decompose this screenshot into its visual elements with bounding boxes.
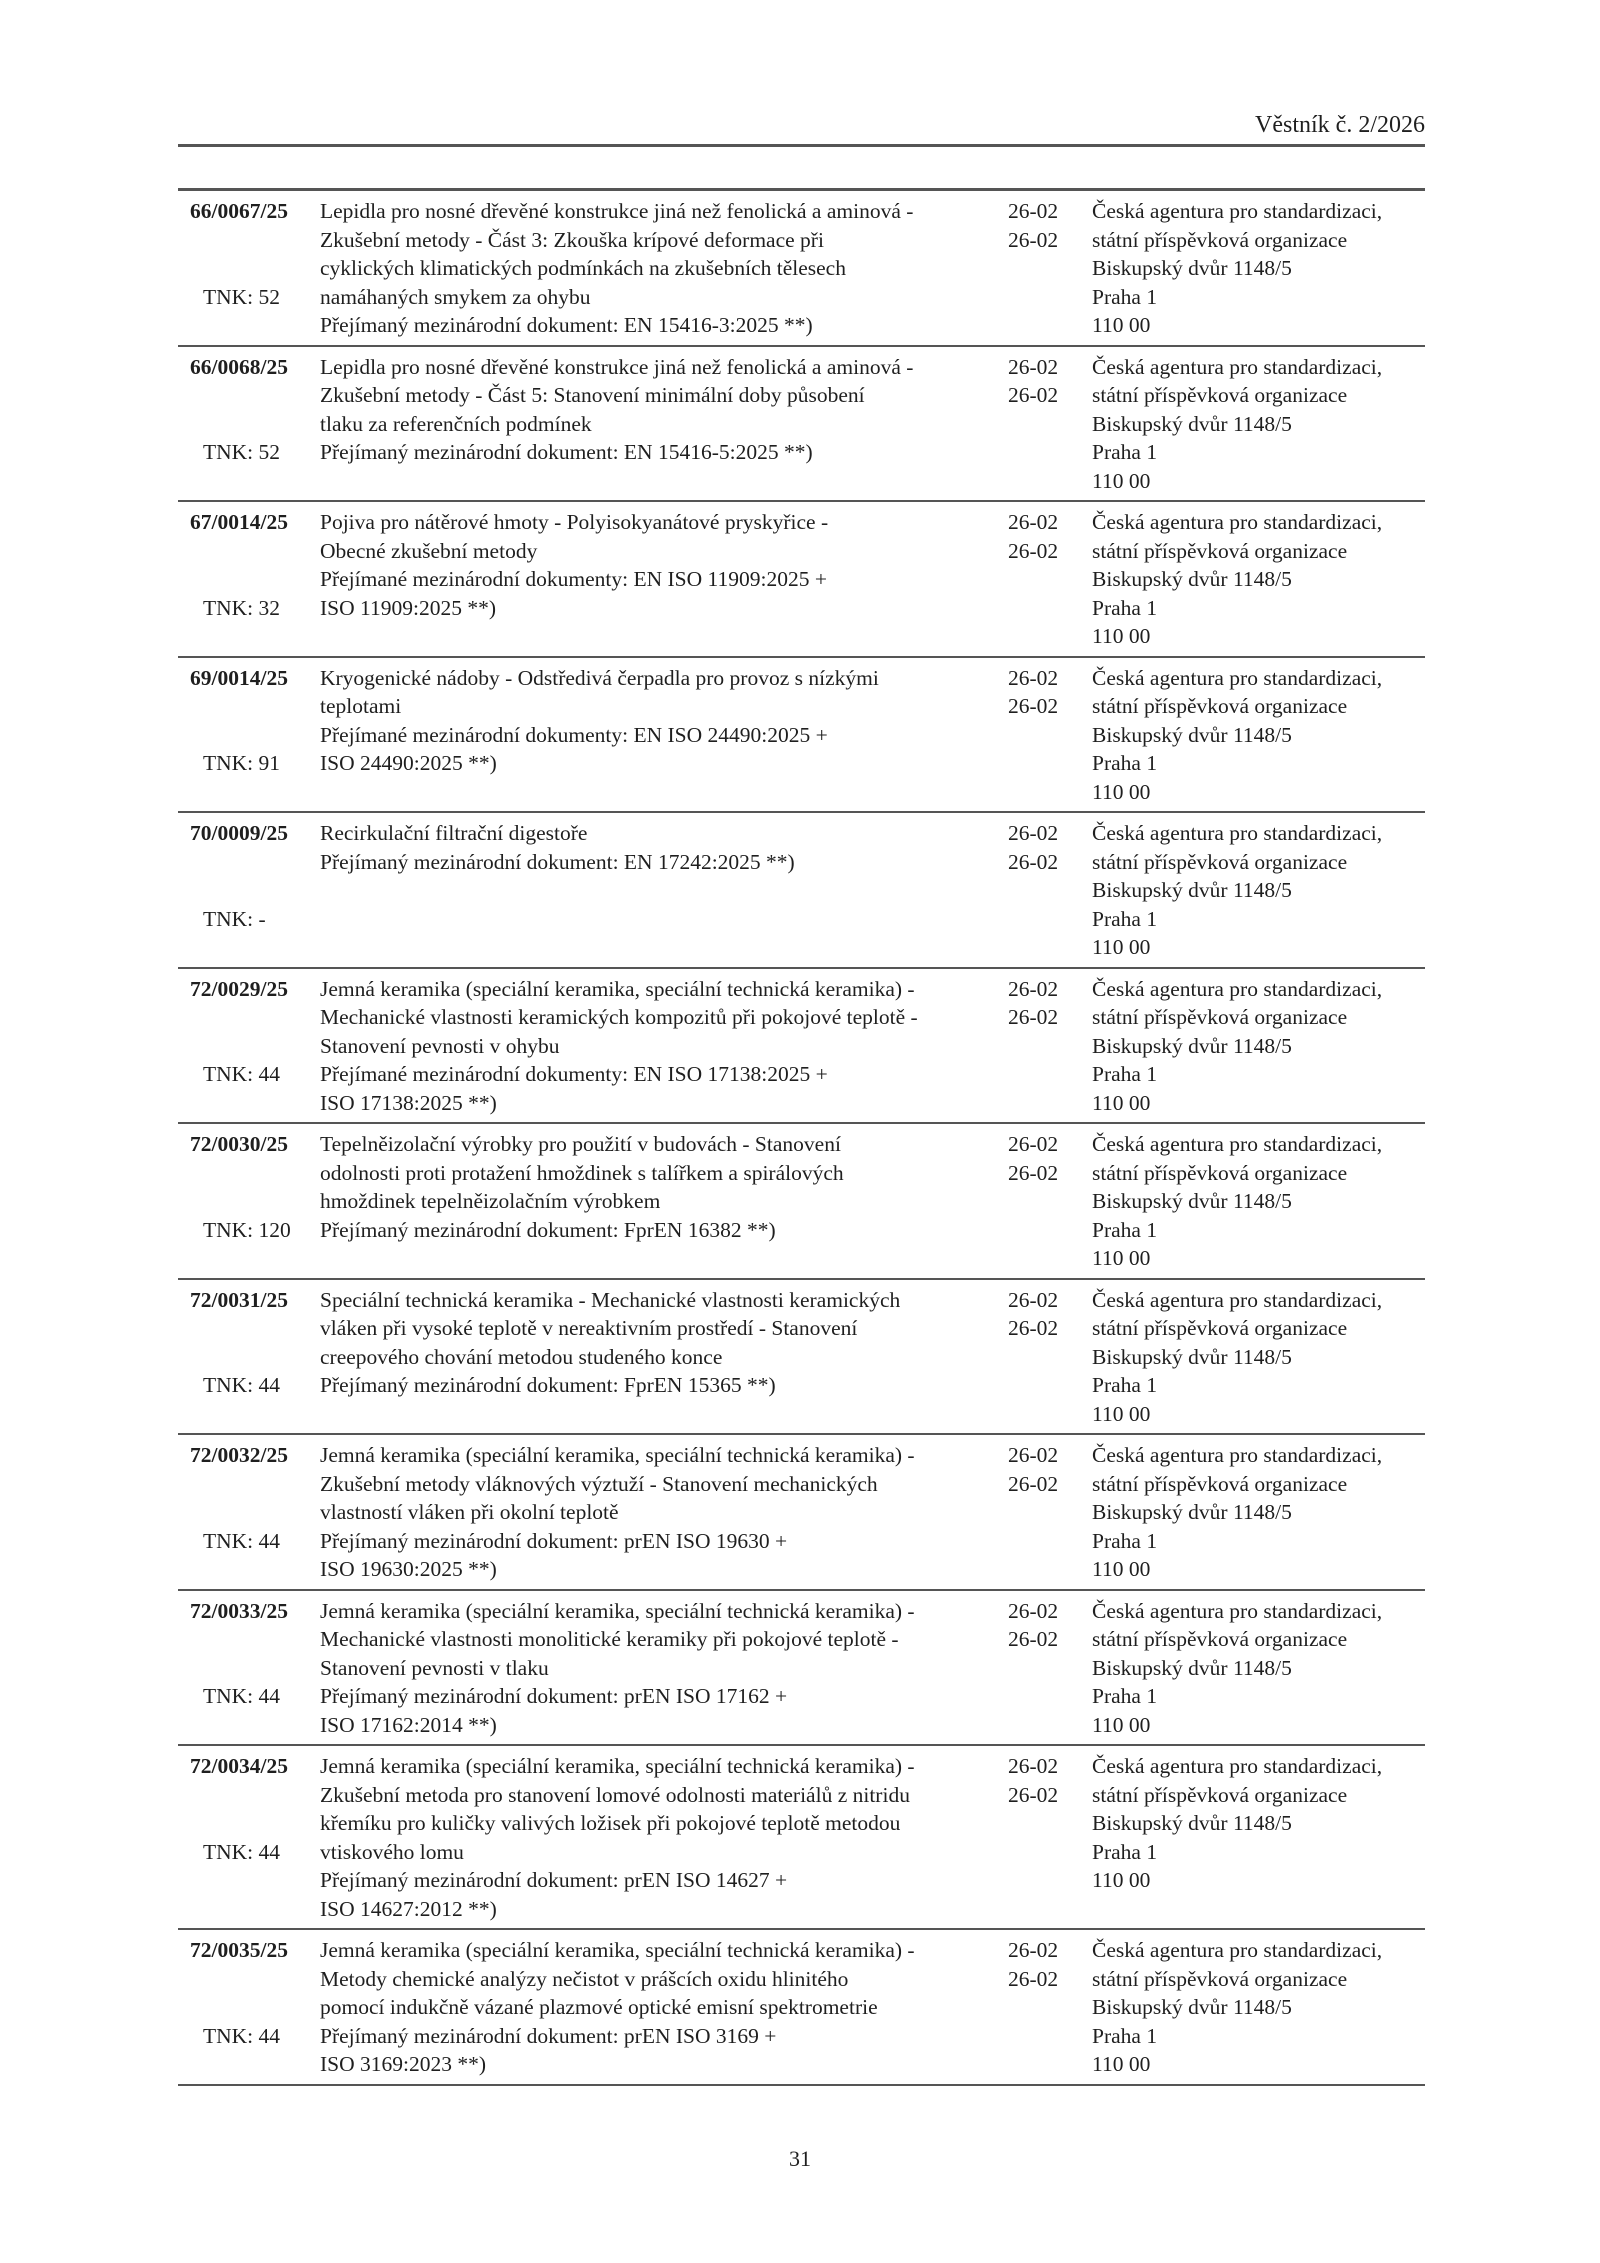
row-agency-line: Biskupský dvůr 1148/5 — [1092, 1500, 1292, 1524]
row-agency-line: 110 00 — [1092, 1557, 1151, 1581]
row-desc-line: Přejímaný mezinárodní dokument: prEN ISO 14627 + — [320, 1868, 788, 1892]
row-date: 26-02 — [1008, 227, 1059, 252]
row-date: 26-02 — [1008, 1132, 1059, 1156]
standards-table — [178, 188, 1425, 2086]
row-desc-line: Přejímaný mezinárodní dokument: EN 15416-3:2025 **) — [320, 313, 813, 337]
row-agency-line: Praha 1 — [1092, 1528, 1158, 1553]
row-id: 67/0014/25 — [190, 510, 288, 534]
table-row — [178, 1280, 1425, 1436]
row-agency-line: Česká agentura pro standardizaci, — [1092, 1132, 1383, 1156]
row-desc-line: tlaku za referenčních podmínek — [320, 411, 592, 436]
row-description — [320, 1441, 1008, 1584]
row-desc-line: ISO 17162:2014 **) — [320, 1712, 497, 1737]
row-tnk: TNK: 52 — [203, 284, 281, 309]
row-id: 72/0030/25 — [190, 1132, 288, 1156]
table-row — [178, 969, 1425, 1125]
row-id-cell — [178, 819, 320, 962]
row-tnk: TNK: 44 — [203, 2023, 281, 2048]
row-desc-line: Stanovení pevnosti v ohybu — [320, 1033, 560, 1058]
table-row — [178, 1930, 1425, 2086]
row-id: 66/0068/25 — [190, 354, 288, 379]
row-date: 26-02 — [1008, 821, 1059, 845]
row-agency — [1092, 975, 1425, 1118]
row-agency-line: Biskupský dvůr 1148/5 — [1092, 256, 1292, 280]
table-row — [178, 347, 1425, 503]
table-row — [178, 502, 1425, 658]
row-agency-line: Biskupský dvůr 1148/5 — [1092, 878, 1292, 902]
row-agency — [1092, 664, 1425, 807]
row-agency-line: Praha 1 — [1092, 595, 1158, 620]
table-row — [178, 813, 1425, 969]
table-row — [178, 191, 1425, 347]
row-agency-line: Biskupský dvůr 1148/5 — [1092, 722, 1292, 747]
row-desc-line: Přejímané mezinárodní dokumenty: EN ISO 17138:2025 + — [320, 1062, 828, 1086]
row-id-cell — [178, 1286, 320, 1429]
row-description — [320, 353, 1008, 496]
row-agency-line: Česká agentura pro standardizaci, — [1092, 510, 1383, 534]
table-row — [178, 1124, 1425, 1280]
row-agency-line: státní příspěvková organizace — [1092, 227, 1348, 252]
row-agency-line: 110 00 — [1092, 779, 1151, 804]
row-agency-line: Česká agentura pro standardizaci, — [1092, 1598, 1383, 1623]
row-agency-line: Praha 1 — [1092, 1839, 1158, 1864]
row-id: 66/0067/25 — [190, 199, 288, 223]
row-agency — [1092, 1130, 1425, 1273]
row-desc-line: Přejímaný mezinárodní dokument: prEN ISO 19630 + — [320, 1528, 788, 1553]
row-agency — [1092, 819, 1425, 962]
row-desc-line: Stanovení pevnosti v tlaku — [320, 1655, 549, 1680]
row-desc-line: Metody chemické analýzy nečistot v prášcích oxidu hlinitého — [320, 1966, 849, 1991]
row-date: 26-02 — [1008, 538, 1059, 563]
row-agency-line: Biskupský dvůr 1148/5 — [1092, 1655, 1292, 1680]
row-agency-line: Česká agentura pro standardizaci, — [1092, 1287, 1383, 1312]
row-agency-line: Biskupský dvůr 1148/5 — [1092, 1344, 1292, 1369]
row-dates — [1008, 353, 1092, 496]
row-id-cell — [178, 1752, 320, 1923]
row-desc-line: vtiskového lomu — [320, 1839, 464, 1864]
row-desc-line: Přejímaný mezinárodní dokument: EN 17242:2025 **) — [320, 849, 795, 874]
row-agency-line: státní příspěvková organizace — [1092, 1966, 1348, 1991]
row-desc-line: ISO 24490:2025 **) — [320, 751, 497, 775]
row-desc-line: Přejímaný mezinárodní dokument: prEN ISO 17162 + — [320, 1684, 788, 1708]
row-date: 26-02 — [1008, 1782, 1059, 1807]
row-agency-line: Praha 1 — [1092, 1062, 1158, 1086]
row-desc-line: odolnosti proti protažení hmoždinek s talířkem a spirálových — [320, 1160, 844, 1185]
table-row — [178, 658, 1425, 814]
row-description — [320, 197, 1008, 340]
row-agency-line: Praha 1 — [1092, 751, 1158, 775]
row-id-cell — [178, 664, 320, 807]
row-desc-line: Přejímaný mezinárodní dokument: EN 15416-5:2025 **) — [320, 440, 813, 464]
row-agency-line: státní příspěvková organizace — [1092, 538, 1348, 563]
row-desc-line: Jemná keramika (speciální keramika, speciální technická keramika) - — [320, 1598, 915, 1623]
row-date: 26-02 — [1008, 354, 1059, 379]
row-desc-line: Jemná keramika (speciální keramika, speciální technická keramika) - — [320, 1938, 915, 1962]
row-id: 72/0033/25 — [190, 1598, 288, 1623]
row-desc-line: Přejímaný mezinárodní dokument: FprEN 16382 **) — [320, 1217, 776, 1242]
row-desc-line: cyklických klimatických podmínkách na zkušebních tělesech — [320, 256, 846, 280]
row-desc-line: Jemná keramika (speciální keramika, speciální technická keramika) - — [320, 1754, 915, 1778]
row-description — [320, 664, 1008, 807]
row-agency — [1092, 1936, 1425, 2079]
row-agency-line: Česká agentura pro standardizaci, — [1092, 976, 1383, 1001]
row-agency-line: Česká agentura pro standardizaci, — [1092, 1443, 1383, 1467]
row-desc-line: ISO 17138:2025 **) — [320, 1090, 497, 1115]
row-id-cell — [178, 197, 320, 340]
row-agency-line: Praha 1 — [1092, 1217, 1158, 1242]
row-dates — [1008, 975, 1092, 1118]
row-date: 26-02 — [1008, 1754, 1059, 1778]
row-agency — [1092, 1752, 1425, 1923]
row-date: 26-02 — [1008, 1966, 1059, 1991]
row-id: 72/0034/25 — [190, 1754, 288, 1778]
row-tnk: TNK: 52 — [203, 440, 281, 464]
row-description — [320, 819, 1008, 962]
row-agency-line: Biskupský dvůr 1148/5 — [1092, 1189, 1292, 1213]
row-desc-line: creepového chování metodou studeného konce — [320, 1344, 723, 1369]
row-tnk: TNK: 32 — [203, 595, 281, 620]
row-desc-line: Přejímaný mezinárodní dokument: prEN ISO 3169 + — [320, 2023, 777, 2048]
row-agency-line: Česká agentura pro standardizaci, — [1092, 199, 1383, 223]
row-agency-line: 110 00 — [1092, 468, 1151, 493]
row-desc-line: Obecné zkušební metody — [320, 538, 538, 563]
row-id: 72/0029/25 — [190, 976, 288, 1001]
row-tnk: TNK: 44 — [203, 1062, 281, 1086]
row-desc-line: Kryogenické nádoby - Odstředivá čerpadla pro provoz s nízkými — [320, 665, 879, 690]
row-dates — [1008, 664, 1092, 807]
row-dates — [1008, 1441, 1092, 1584]
row-desc-line: ISO 14627:2012 **) — [320, 1896, 497, 1921]
row-desc-line: Zkušební metody - Část 3: Zkouška krípové deformace při — [320, 227, 824, 252]
row-tnk: TNK: 44 — [203, 1684, 281, 1708]
row-desc-line: Zkušební metody - Část 5: Stanovení minimální doby působení — [320, 383, 865, 407]
row-agency-line: Česká agentura pro standardizaci, — [1092, 821, 1383, 845]
row-agency-line: Biskupský dvůr 1148/5 — [1092, 567, 1292, 591]
row-tnk: TNK: 44 — [203, 1528, 281, 1553]
row-agency — [1092, 1286, 1425, 1429]
row-date: 26-02 — [1008, 510, 1059, 534]
row-agency-line: Praha 1 — [1092, 2023, 1158, 2048]
row-desc-line: Tepelněizolační výrobky pro použití v budovách - Stanovení — [320, 1132, 841, 1156]
row-id-cell — [178, 1597, 320, 1740]
row-desc-line: Jemná keramika (speciální keramika, speciální technická keramika) - — [320, 1443, 915, 1467]
row-dates — [1008, 508, 1092, 651]
row-agency-line: státní příspěvková organizace — [1092, 383, 1348, 407]
row-agency-line: státní příspěvková organizace — [1092, 1782, 1348, 1807]
row-date: 26-02 — [1008, 976, 1059, 1001]
page-number: 31 — [789, 2146, 811, 2171]
row-desc-line: křemíku pro kuličky valivých ložisek při pokojové teplotě metodou — [320, 1811, 901, 1835]
row-desc-line: Lepidla pro nosné dřevěné konstrukce jiná než fenolická a aminová - — [320, 354, 914, 379]
row-agency — [1092, 508, 1425, 651]
row-desc-line: Speciální technická keramika - Mechanické vlastnosti keramických — [320, 1287, 901, 1312]
row-date: 26-02 — [1008, 1160, 1059, 1185]
row-desc-line: Mechanické vlastnosti keramických kompozitů při pokojové teplotě - — [320, 1005, 918, 1029]
row-dates — [1008, 819, 1092, 962]
row-agency-line: Biskupský dvůr 1148/5 — [1092, 1811, 1292, 1835]
row-date: 26-02 — [1008, 849, 1059, 874]
row-agency-line: Biskupský dvůr 1148/5 — [1092, 411, 1292, 436]
row-id: 72/0031/25 — [190, 1287, 288, 1312]
row-description — [320, 1130, 1008, 1273]
table-row — [178, 1435, 1425, 1591]
row-agency-line: státní příspěvková organizace — [1092, 1160, 1348, 1185]
row-id-cell — [178, 1936, 320, 2079]
row-agency-line: 110 00 — [1092, 1090, 1151, 1115]
row-id-cell — [178, 1130, 320, 1273]
table-row — [178, 1591, 1425, 1747]
page-header-title: Věstník č. 2/2026 — [1255, 112, 1425, 138]
row-tnk: TNK: 120 — [203, 1217, 291, 1242]
row-dates — [1008, 197, 1092, 340]
row-agency-line: Česká agentura pro standardizaci, — [1092, 665, 1383, 690]
row-id: 72/0035/25 — [190, 1938, 288, 1962]
row-date: 26-02 — [1008, 1598, 1059, 1623]
row-agency-line: 110 00 — [1092, 313, 1151, 337]
row-date: 26-02 — [1008, 694, 1059, 718]
row-agency-line: Praha 1 — [1092, 284, 1158, 309]
row-id-cell — [178, 353, 320, 496]
row-agency-line: 110 00 — [1092, 2052, 1151, 2076]
row-description — [320, 1752, 1008, 1923]
row-agency-line: státní příspěvková organizace — [1092, 694, 1348, 718]
row-date: 26-02 — [1008, 383, 1059, 407]
row-description — [320, 1597, 1008, 1740]
row-id: 69/0014/25 — [190, 665, 288, 690]
row-tnk: TNK: - — [203, 906, 266, 931]
row-dates — [1008, 1286, 1092, 1429]
row-agency-line: státní příspěvková organizace — [1092, 1316, 1348, 1340]
row-agency-line: Česká agentura pro standardizaci, — [1092, 354, 1383, 379]
row-agency-line: 110 00 — [1092, 1712, 1151, 1737]
row-desc-line: Lepidla pro nosné dřevěné konstrukce jiná než fenolická a aminová - — [320, 199, 914, 223]
row-agency — [1092, 1441, 1425, 1584]
row-desc-line: Přejímané mezinárodní dokumenty: EN ISO 24490:2025 + — [320, 722, 828, 747]
row-agency-line: státní příspěvková organizace — [1092, 1471, 1348, 1496]
row-description — [320, 975, 1008, 1118]
row-agency-line: Praha 1 — [1092, 440, 1158, 464]
row-date: 26-02 — [1008, 665, 1059, 690]
row-date: 26-02 — [1008, 199, 1059, 223]
row-tnk: TNK: 44 — [203, 1373, 281, 1397]
row-agency — [1092, 353, 1425, 496]
row-desc-line: hmoždinek tepelněizolačním výrobkem — [320, 1189, 661, 1213]
row-id-cell — [178, 975, 320, 1118]
row-agency-line: Praha 1 — [1092, 1684, 1158, 1708]
row-desc-line: Recirkulační filtrační digestoře — [320, 821, 588, 845]
row-desc-line: pomocí indukčně vázané plazmové optické emisní spektrometrie — [320, 1995, 878, 2019]
row-agency-line: státní příspěvková organizace — [1092, 849, 1348, 874]
row-agency-line: Praha 1 — [1092, 1373, 1158, 1397]
row-agency-line: státní příspěvková organizace — [1092, 1627, 1348, 1651]
row-agency-line: 110 00 — [1092, 1868, 1151, 1892]
row-dates — [1008, 1936, 1092, 2079]
row-dates — [1008, 1752, 1092, 1923]
row-id: 72/0032/25 — [190, 1443, 288, 1467]
row-dates — [1008, 1130, 1092, 1273]
row-agency-line: 110 00 — [1092, 935, 1151, 959]
row-agency-line: Česká agentura pro standardizaci, — [1092, 1754, 1383, 1778]
row-date: 26-02 — [1008, 1443, 1059, 1467]
row-agency-line: 110 00 — [1092, 624, 1151, 648]
row-agency — [1092, 1597, 1425, 1740]
header-rule — [178, 144, 1425, 147]
row-agency-line: Česká agentura pro standardizaci, — [1092, 1938, 1383, 1962]
row-desc-line: Přejímané mezinárodní dokumenty: EN ISO 11909:2025 + — [320, 567, 827, 591]
row-date: 26-02 — [1008, 1627, 1059, 1651]
row-desc-line: teplotami — [320, 694, 402, 718]
row-tnk: TNK: 91 — [203, 751, 281, 775]
row-desc-line: Jemná keramika (speciální keramika, speciální technická keramika) - — [320, 976, 915, 1001]
row-desc-line: vláken při vysoké teplotě v nereaktivním prostředí - Stanovení — [320, 1316, 858, 1340]
row-date: 26-02 — [1008, 1471, 1059, 1496]
row-agency-line: státní příspěvková organizace — [1092, 1005, 1348, 1029]
row-desc-line: vlastností vláken při okolní teplotě — [320, 1500, 619, 1524]
row-desc-line: ISO 11909:2025 **) — [320, 595, 496, 620]
row-id-cell — [178, 508, 320, 651]
row-date: 26-02 — [1008, 1938, 1059, 1962]
table-row — [178, 1746, 1425, 1930]
row-agency-line: Biskupský dvůr 1148/5 — [1092, 1033, 1292, 1058]
row-date: 26-02 — [1008, 1005, 1059, 1029]
row-desc-line: ISO 19630:2025 **) — [320, 1557, 497, 1581]
row-date: 26-02 — [1008, 1316, 1059, 1340]
row-dates — [1008, 1597, 1092, 1740]
row-desc-line: Zkušební metoda pro stanovení lomové odolnosti materiálů z nitridu — [320, 1782, 910, 1807]
row-agency-line: Praha 1 — [1092, 906, 1158, 931]
row-desc-line: Mechanické vlastnosti monolitické keramiky při pokojové teplotě - — [320, 1627, 899, 1651]
row-date: 26-02 — [1008, 1287, 1059, 1312]
row-desc-line: Zkušební metody vláknových výztuží - Stanovení mechanických — [320, 1471, 878, 1496]
row-agency — [1092, 197, 1425, 340]
row-description — [320, 1286, 1008, 1429]
row-description — [320, 1936, 1008, 2079]
row-desc-line: Pojiva pro nátěrové hmoty - Polyisokyanátové pryskyřice - — [320, 510, 829, 534]
row-agency-line: 110 00 — [1092, 1246, 1151, 1270]
row-tnk: TNK: 44 — [203, 1839, 281, 1864]
row-desc-line: Přejímaný mezinárodní dokument: FprEN 15365 **) — [320, 1373, 776, 1397]
row-agency-line: 110 00 — [1092, 1401, 1151, 1426]
row-id: 70/0009/25 — [190, 821, 288, 845]
row-desc-line: namáhaných smykem za ohybu — [320, 284, 591, 309]
row-description — [320, 508, 1008, 651]
row-desc-line: ISO 3169:2023 **) — [320, 2052, 487, 2076]
row-id-cell — [178, 1441, 320, 1584]
row-agency-line: Biskupský dvůr 1148/5 — [1092, 1995, 1292, 2019]
